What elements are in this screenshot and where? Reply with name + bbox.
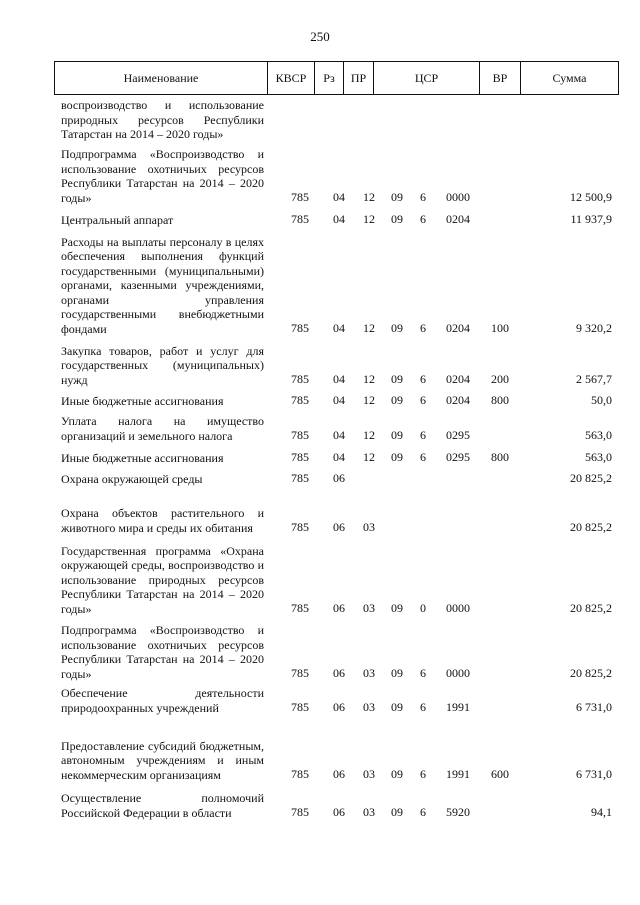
row-csr-target: 09: [391, 372, 403, 386]
row-rz: 04: [333, 450, 345, 464]
row-pr: 03: [363, 520, 375, 534]
row-kvsr: 785: [291, 520, 309, 534]
table-row: [0, 541, 640, 616]
row-kvsr: 785: [291, 212, 309, 226]
row-csr-subprogram: 6: [420, 767, 426, 781]
row-csr-target: 09: [391, 393, 403, 407]
table-row: [0, 720, 640, 782]
table-row: [0, 621, 640, 681]
row-kvsr: 785: [291, 450, 309, 464]
row-rz: 04: [333, 212, 345, 226]
table-row: [0, 341, 640, 387]
row-csr-direction: 0295: [446, 428, 470, 442]
row-sum: 94,1: [591, 805, 612, 819]
row-rz: 06: [333, 767, 345, 781]
header-csr: ЦСР: [414, 71, 439, 85]
table-row: [0, 686, 640, 715]
table-row: [0, 210, 640, 227]
row-kvsr: 785: [291, 428, 309, 442]
row-sum: 9 320,2: [576, 321, 612, 335]
row-kvsr: 785: [291, 767, 309, 781]
row-kvsr: 785: [291, 190, 309, 204]
row-csr-direction: 0000: [446, 666, 470, 680]
row-csr-target: 09: [391, 321, 403, 335]
row-csr-direction: 0295: [446, 450, 470, 464]
table-row: [0, 470, 640, 486]
row-name: Иные бюджетные ассигнования: [61, 450, 224, 465]
table-row: [0, 490, 640, 535]
row-sum: 11 937,9: [570, 212, 612, 226]
row-vr: 800: [491, 450, 509, 464]
table-row: [0, 787, 640, 820]
header-vr: ВР: [492, 71, 508, 85]
header-name: Наименование: [123, 71, 199, 85]
row-pr: 12: [363, 393, 375, 407]
row-name: Охрана объектов растительного и животного мира и среды их обитания: [61, 506, 264, 535]
row-pr: 03: [363, 805, 375, 819]
row-rz: 06: [333, 805, 345, 819]
table-row: [0, 147, 640, 205]
row-rz: 04: [333, 321, 345, 335]
row-csr-direction: 0204: [446, 321, 470, 335]
row-csr-subprogram: 0: [420, 601, 426, 615]
row-csr-target: 09: [391, 700, 403, 714]
row-kvsr: 785: [291, 666, 309, 680]
row-kvsr: 785: [291, 393, 309, 407]
row-csr-subprogram: 6: [420, 393, 426, 407]
row-csr-direction: 1991: [446, 767, 470, 781]
table-row: [0, 392, 640, 408]
row-name: Центральный аппарат: [61, 212, 174, 227]
row-pr: 03: [363, 700, 375, 714]
row-kvsr: 785: [291, 372, 309, 386]
header-sum: Сумма: [552, 71, 587, 85]
row-rz: 04: [333, 190, 345, 204]
row-kvsr: 785: [291, 805, 309, 819]
header-rz: Рз: [323, 71, 335, 85]
row-kvsr: 785: [291, 321, 309, 335]
row-rz: 06: [333, 601, 345, 615]
row-csr-target: 09: [391, 601, 403, 615]
row-csr-subprogram: 6: [420, 190, 426, 204]
row-vr: 600: [491, 767, 509, 781]
row-pr: 12: [363, 321, 375, 335]
row-csr-target: 09: [391, 666, 403, 680]
row-rz: 06: [333, 666, 345, 680]
row-sum: 6 731,0: [576, 700, 612, 714]
row-csr-subprogram: 6: [420, 428, 426, 442]
table-header: [54, 61, 619, 95]
row-name: Закупка товаров, работ и услуг для государственных (муниципальных) нужд: [61, 343, 264, 387]
row-csr-subprogram: 6: [420, 805, 426, 819]
row-vr: 200: [491, 372, 509, 386]
table-row: [0, 231, 640, 336]
row-vr: 100: [491, 321, 509, 335]
row-name: воспроизводство и использование природных ресурсов Республики Татарстан на 2014 – 2020 годы»: [61, 98, 264, 141]
row-sum: 20 825,2: [570, 520, 612, 534]
row-csr-direction: 0000: [446, 601, 470, 615]
row-sum: 20 825,2: [570, 471, 612, 485]
row-pr: 12: [363, 450, 375, 464]
row-csr-direction: 0204: [446, 393, 470, 407]
header-pr: ПР: [350, 71, 367, 85]
row-csr-target: 09: [391, 212, 403, 226]
row-name: Охрана окружающей среды: [61, 471, 203, 486]
row-rz: 06: [333, 471, 345, 485]
row-sum: 12 500,9: [570, 190, 612, 204]
row-csr-direction: 5920: [446, 805, 470, 819]
page-number: 250: [310, 29, 330, 44]
row-csr-subprogram: 6: [420, 321, 426, 335]
row-csr-direction: 0204: [446, 372, 470, 386]
row-name: Подпрограмма «Воспроизводство и использование охотничьих ресурсов Республики Татарстан на 2014 – 2020 годы»: [61, 623, 264, 681]
row-name: Иные бюджетные ассигнования: [61, 393, 224, 408]
row-csr-target: 09: [391, 805, 403, 819]
table-row: [0, 412, 640, 443]
table-row: [0, 448, 640, 465]
row-name: Осуществление полномочий Российской Федерации в области: [61, 791, 264, 820]
row-sum: 50,0: [591, 393, 612, 407]
row-csr-target: 09: [391, 450, 403, 464]
row-pr: 12: [363, 428, 375, 442]
row-kvsr: 785: [291, 471, 309, 485]
row-pr: 03: [363, 666, 375, 680]
row-name: Уплата налога на имущество организаций и земельного налога: [61, 414, 264, 443]
row-sum: 20 825,2: [570, 601, 612, 615]
row-rz: 04: [333, 428, 345, 442]
row-csr-target: 09: [391, 428, 403, 442]
row-csr-subprogram: 6: [420, 450, 426, 464]
row-csr-target: 09: [391, 190, 403, 204]
row-vr: 800: [491, 393, 509, 407]
row-csr-direction: 1991: [446, 700, 470, 714]
row-rz: 06: [333, 520, 345, 534]
row-name: Государственная программа «Охрана окружающей среды, воспроизводство и использование природных ресурсов Республики Татарстан на 2014 – 2020 годы»: [61, 543, 264, 616]
row-name: Расходы на выплаты персоналу в целях обеспечения выполнения функций государственными (муниципальными) органами, казенными учреждениями, органами управления государственными внебюджетными фондами: [61, 234, 264, 336]
row-pr: 03: [363, 601, 375, 615]
row-csr-direction: 0000: [446, 190, 470, 204]
row-csr-subprogram: 6: [420, 666, 426, 680]
row-sum: 20 825,2: [570, 666, 612, 680]
row-pr: 12: [363, 190, 375, 204]
row-rz: 06: [333, 700, 345, 714]
row-pr: 12: [363, 212, 375, 226]
row-name: Подпрограмма «Воспроизводство и использование охотничьих ресурсов Республики Татарстан на 2014 – 2020 годы»: [61, 147, 264, 205]
table-row: [0, 98, 640, 143]
row-rz: 04: [333, 372, 345, 386]
row-name: Предоставление субсидий бюджетным, автономным учреждениям и иным некоммерческим организациям: [61, 738, 264, 782]
row-csr-direction: 0204: [446, 212, 470, 226]
row-name: Обеспечение деятельности природоохранных учреждений: [61, 686, 264, 715]
row-csr-target: 09: [391, 767, 403, 781]
row-rz: 04: [333, 393, 345, 407]
row-pr: 12: [363, 372, 375, 386]
header-kvsr: КВСР: [275, 71, 307, 85]
row-csr-subprogram: 6: [420, 700, 426, 714]
row-csr-subprogram: 6: [420, 372, 426, 386]
row-sum: 6 731,0: [576, 767, 612, 781]
row-sum: 563,0: [585, 450, 612, 464]
row-kvsr: 785: [291, 700, 309, 714]
row-pr: 03: [363, 767, 375, 781]
row-csr-subprogram: 6: [420, 212, 426, 226]
row-sum: 2 567,7: [576, 372, 612, 386]
row-kvsr: 785: [291, 601, 309, 615]
row-sum: 563,0: [585, 428, 612, 442]
